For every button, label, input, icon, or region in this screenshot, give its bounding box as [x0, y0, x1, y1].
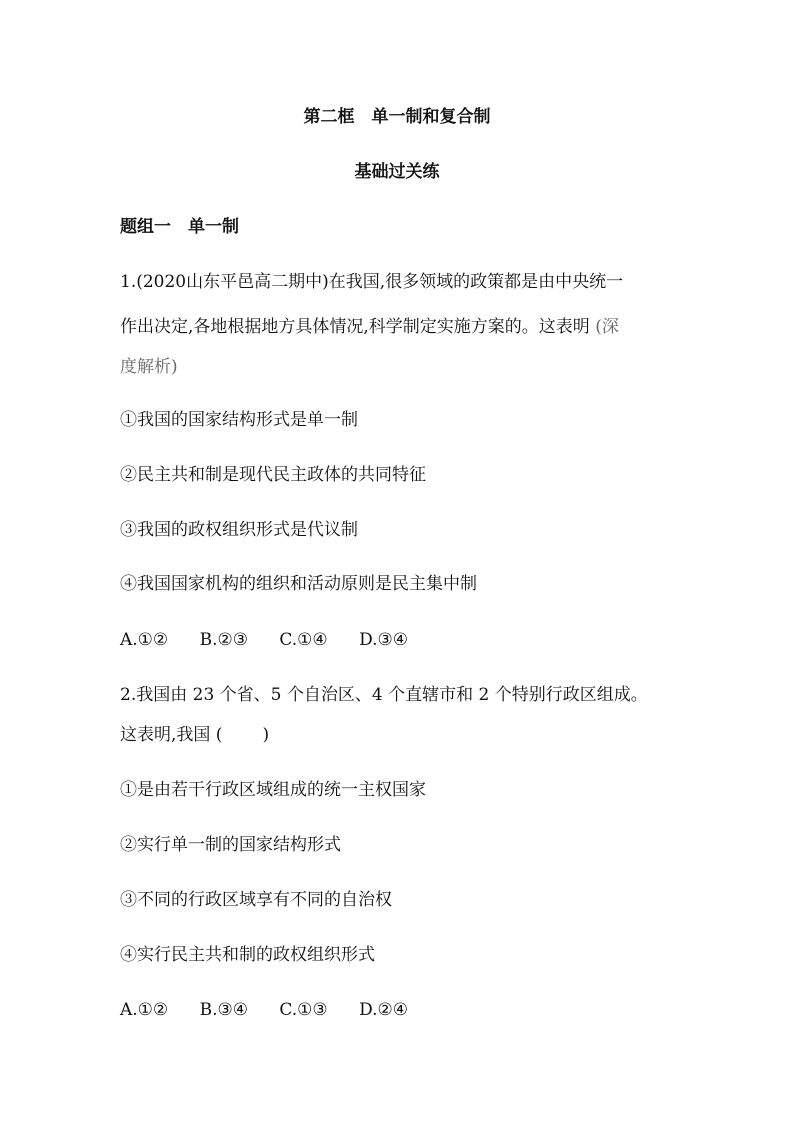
q2-statement-2: ②实行单一制的国家结构形式	[120, 835, 341, 855]
q1-options	[120, 628, 434, 652]
q1-stem-line-1: 1.(2020山东平邑高二期中)在我国,很多领域的政策都是由中央统一	[120, 272, 624, 292]
q2-statement-3: ③不同的行政区域享有不同的自治权	[120, 890, 392, 910]
q1-option-d: D.③④	[359, 630, 408, 650]
q2-option-b: B.③④	[199, 1000, 248, 1020]
q1-statement-1: ①我国的国家结构形式是单一制	[120, 410, 358, 430]
q1-statement-3: ③我国的政权组织形式是代议制	[120, 520, 358, 540]
q1-option-c: C.①④	[279, 630, 328, 650]
q2-option-c: C.①③	[279, 1000, 328, 1020]
q1-analysis-tag: (深	[595, 317, 619, 337]
section-title: 题组一 单一制	[120, 217, 239, 237]
q1-option-b: B.②③	[199, 630, 248, 650]
q2-stem-line-1: 2.我国由 23 个省、5 个自治区、4 个直辖市和 2 个特别行政区组成。	[120, 685, 648, 705]
q2-statement-1: ①是由若干行政区域组成的统一主权国家	[120, 780, 426, 800]
q2-option-a: A.①②	[120, 1000, 169, 1020]
q2-stem-close: )	[262, 725, 270, 745]
q1-statement-2: ②民主共和制是现代民主政体的共同特征	[120, 465, 426, 485]
q1-stem-line-2	[120, 315, 619, 339]
q2-options	[120, 998, 434, 1022]
q2-stem-line-2	[120, 723, 269, 747]
q1-stem-line-3: 度解析)	[120, 357, 178, 377]
q2-statement-4: ④实行民主共和制的政权组织形式	[120, 945, 375, 965]
page-title: 第二框 单一制和复合制	[303, 107, 491, 127]
q2-option-d: D.②④	[359, 1000, 408, 1020]
q1-stem-text: 作出决定,各地根据地方具体情况,科学制定实施方案的。这表明	[120, 317, 590, 337]
q2-stem-text: 这表明,我国 (	[120, 725, 223, 745]
q1-statement-4: ④我国国家机构的组织和活动原则是民主集中制	[120, 574, 477, 594]
page-subtitle: 基础过关练	[354, 162, 440, 182]
q1-option-a: A.①②	[120, 630, 169, 650]
